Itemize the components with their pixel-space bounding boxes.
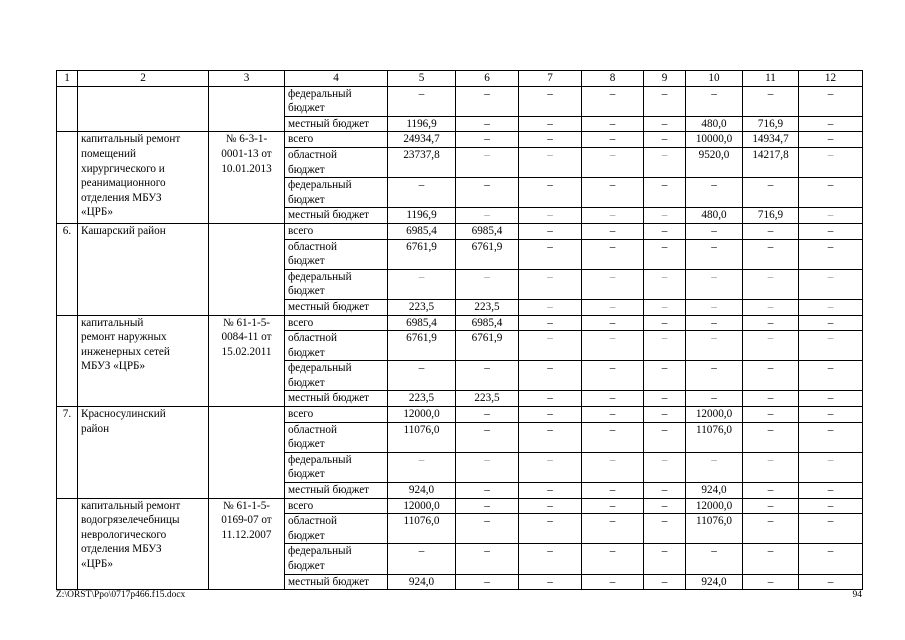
funding-source-cell [285,132,388,148]
value-cell: – [799,315,863,331]
value-cell: – [743,544,799,574]
cell-text-line: капитальный [81,316,144,329]
value-cell: – [519,498,582,514]
value-cell: – [644,331,686,361]
cell-text-line: район [81,422,110,435]
value-cell: – [519,422,582,452]
cell-text-line: федеральный [288,453,352,466]
value-cell: – [456,544,519,574]
value-cell: – [582,483,644,499]
value-cell: – [799,452,863,482]
cell-text-line: бюджет [288,376,325,389]
funding-source-cell [285,239,388,269]
document-ref-cell [209,498,285,590]
value-cell: – [799,514,863,544]
value-cell: – [644,223,686,239]
document-ref-cell [209,132,285,224]
value-cell: – [388,86,456,116]
funding-source-cell [285,514,388,544]
cell-text-line: всего [288,499,314,512]
column-number-cell: 12 [799,71,863,87]
cell-text-line: всего [288,408,314,421]
row-number-cell [57,498,78,590]
cell-text-line: отделения МБУЗ [81,543,162,556]
value-cell: – [644,116,686,132]
value-cell: – [799,178,863,208]
value-cell: – [519,223,582,239]
value-cell: – [799,269,863,299]
value-cell: – [644,269,686,299]
value-cell: – [799,483,863,499]
value-cell: – [456,86,519,116]
cell-text-line: отделения МБУЗ [81,191,162,204]
cell-text-line: 11.12.2007 [221,528,272,541]
cell-text-line: Кашарский район [81,224,166,237]
value-cell: – [519,178,582,208]
value-cell: – [456,452,519,482]
value-cell: 6761,9 [388,331,456,361]
value-cell: – [582,86,644,116]
value-cell: – [644,407,686,423]
cell-text-line: областной [288,515,337,528]
value-cell: – [582,331,644,361]
value-cell: – [456,116,519,132]
funding-source-cell [285,208,388,224]
value-cell: – [519,299,582,315]
value-cell: – [743,574,799,590]
column-number-cell: 10 [686,71,743,87]
cell-text-line: бюджет [288,438,325,451]
cell-text-line: реанимационного [81,177,166,190]
value-cell: 11076,0 [388,514,456,544]
value-cell: – [799,544,863,574]
column-number-cell: 1 [57,71,78,87]
value-cell: 9520,0 [686,147,743,177]
funding-source-cell [285,407,388,423]
cell-text-line: бюджет [288,255,325,268]
table-row [57,407,863,423]
value-cell: 223,5 [388,391,456,407]
cell-text-line: капитальный ремонт [81,499,181,512]
value-cell: – [519,116,582,132]
value-cell: – [686,223,743,239]
value-cell: – [388,178,456,208]
object-name-cell [78,407,209,499]
cell-text-line: бюджет [288,468,325,481]
value-cell: – [644,361,686,391]
value-cell: – [799,422,863,452]
value-cell: – [582,544,644,574]
cell-text-line: всего [288,224,314,237]
value-cell: – [743,178,799,208]
object-name-cell [78,498,209,590]
value-cell: 223,5 [456,391,519,407]
table-row [57,498,863,514]
value-cell: 6985,4 [388,223,456,239]
value-cell: – [644,544,686,574]
cell-text-line: Красносулинский [81,408,166,421]
value-cell: – [582,132,644,148]
value-cell: – [582,147,644,177]
value-cell: 14217,8 [743,147,799,177]
column-number-row [57,71,863,87]
value-cell: 1196,9 [388,116,456,132]
value-cell: – [582,498,644,514]
value-cell: – [799,299,863,315]
cell-text-line: федеральный [288,545,352,558]
cell-text-line: капитальный ремонт [81,133,181,146]
funding-source-cell [285,483,388,499]
value-cell: 6761,9 [456,239,519,269]
cell-text-line: № 6-3-1- [225,133,268,146]
value-cell: – [644,86,686,116]
value-cell: – [743,86,799,116]
value-cell: – [519,208,582,224]
value-cell: 6985,4 [388,315,456,331]
value-cell: – [686,239,743,269]
value-cell: – [644,514,686,544]
value-cell: – [519,514,582,544]
funding-source-cell [285,361,388,391]
value-cell: – [582,407,644,423]
cell-text-line: бюджет [288,560,325,572]
funding-source-cell [285,391,388,407]
cell-text-line: областной [288,240,337,253]
cell-text-line: помещений [81,147,136,160]
value-cell: – [743,422,799,452]
column-number-cell: 8 [582,71,644,87]
value-cell: – [582,452,644,482]
value-cell: – [743,299,799,315]
value-cell: 24934,7 [388,132,456,148]
value-cell: – [456,407,519,423]
value-cell: – [582,178,644,208]
value-cell: – [644,498,686,514]
value-cell: – [644,299,686,315]
value-cell: – [388,544,456,574]
footer-file-path: Z:\ORST\Ppo\0717p466.f15.docx [56,590,186,600]
cell-text-line: 0084-11 от [221,331,272,344]
value-cell: – [644,147,686,177]
cell-text-line: хирургического и [81,162,165,175]
cell-text-line: федеральный [288,362,352,375]
value-cell: – [799,574,863,590]
cell-text-line: областной [288,423,337,436]
value-cell: – [799,86,863,116]
value-cell: – [519,269,582,299]
value-cell: – [644,391,686,407]
funding-source-cell [285,86,388,116]
cell-text-line: 15.02.2011 [221,345,272,358]
value-cell: – [686,315,743,331]
cell-text-line: местный бюджет [288,484,370,497]
row-number-cell: 7. [57,407,78,499]
value-cell: – [519,331,582,361]
column-number-cell: 3 [209,71,285,87]
value-cell: – [582,514,644,544]
value-cell: – [519,452,582,482]
object-name-cell [78,315,209,407]
value-cell: – [743,331,799,361]
value-cell: 924,0 [686,574,743,590]
value-cell: – [388,269,456,299]
column-number-cell: 5 [388,71,456,87]
cell-text-line: МБУЗ «ЦРБ» [81,360,146,373]
value-cell: 223,5 [456,299,519,315]
funding-source-cell [285,315,388,331]
value-cell: – [743,514,799,544]
table-row [57,315,863,331]
cell-text-line: местный бюджет [288,117,370,130]
table-row [57,132,863,148]
cell-text-line: областной [288,148,337,161]
value-cell: – [799,132,863,148]
value-cell: – [686,178,743,208]
value-cell: 480,0 [686,208,743,224]
cell-text-line: бюджет [288,102,325,115]
value-cell: – [644,422,686,452]
value-cell: – [519,315,582,331]
funding-source-cell [285,223,388,239]
funding-source-cell [285,269,388,299]
value-cell: – [582,223,644,239]
column-number-cell: 2 [78,71,209,87]
row-number-cell: 6. [57,223,78,315]
value-cell: 924,0 [388,574,456,590]
cell-text-line: федеральный [288,87,352,100]
document-ref-cell [209,223,285,315]
value-cell: – [799,223,863,239]
value-cell: 12000,0 [388,407,456,423]
column-number-cell: 11 [743,71,799,87]
cell-text-line: областной [288,332,337,345]
document-ref-cell [209,86,285,132]
value-cell: – [686,299,743,315]
value-cell: – [519,483,582,499]
cell-text-line: всего [288,133,314,146]
cell-text-line: 0001-13 от [221,147,272,160]
document-ref-cell [209,315,285,407]
value-cell: 11076,0 [388,422,456,452]
value-cell: – [519,574,582,590]
value-cell: – [686,544,743,574]
value-cell: – [799,498,863,514]
funding-source-cell [285,331,388,361]
value-cell: – [799,331,863,361]
value-cell: 14934,7 [743,132,799,148]
value-cell: – [644,574,686,590]
value-cell: 6985,4 [456,315,519,331]
cell-text-line: местный бюджет [288,300,370,313]
cell-text-line: бюджет [288,346,325,359]
value-cell: – [456,269,519,299]
value-cell: – [582,116,644,132]
funding-source-cell [285,498,388,514]
value-cell: – [743,269,799,299]
value-cell: – [799,116,863,132]
value-cell: 924,0 [686,483,743,499]
value-cell: – [519,239,582,269]
value-cell: – [582,361,644,391]
object-name-cell [78,86,209,132]
column-number-cell: 6 [456,71,519,87]
row-number-cell [57,86,78,132]
cell-text-line: местный бюджет [288,575,370,588]
value-cell: – [519,147,582,177]
value-cell: – [644,239,686,269]
value-cell: 12000,0 [686,407,743,423]
value-cell: – [456,132,519,148]
value-cell: – [388,361,456,391]
value-cell: – [686,86,743,116]
value-cell: – [456,178,519,208]
value-cell: 23737,8 [388,147,456,177]
value-cell: – [456,498,519,514]
cell-text-line: федеральный [288,270,352,283]
cell-text-line: всего [288,316,314,329]
table-row [57,223,863,239]
funding-source-cell [285,147,388,177]
value-cell: – [743,315,799,331]
cell-text-line: бюджет [288,529,325,542]
cell-text-line: № 61-1-5- [222,316,271,329]
value-cell: 12000,0 [388,498,456,514]
row-number-cell [57,132,78,224]
value-cell: – [686,361,743,391]
value-cell: – [743,498,799,514]
value-cell: – [519,391,582,407]
value-cell: – [799,361,863,391]
value-cell: – [743,483,799,499]
value-cell: – [686,452,743,482]
cell-text-line: водогрязелечебницы [81,514,180,527]
value-cell: – [743,407,799,423]
value-cell: – [456,208,519,224]
cell-text-line: инженерных сетей [81,345,170,358]
value-cell: – [456,483,519,499]
funding-source-cell [285,544,388,574]
value-cell: – [799,391,863,407]
cell-text-line: 0169-07 от [221,514,272,527]
value-cell: – [582,208,644,224]
value-cell: – [519,361,582,391]
value-cell: – [519,86,582,116]
value-cell: – [644,178,686,208]
value-cell: 1196,9 [388,208,456,224]
value-cell: – [644,132,686,148]
value-cell: – [388,452,456,482]
value-cell: – [456,422,519,452]
cell-text-line: 10.01.2013 [221,162,272,175]
value-cell: – [743,452,799,482]
value-cell: 924,0 [388,483,456,499]
value-cell: – [799,208,863,224]
value-cell: 12000,0 [686,498,743,514]
value-cell: – [519,132,582,148]
footer-page-number: 94 [852,590,862,600]
value-cell: – [743,239,799,269]
value-cell: 223,5 [388,299,456,315]
column-number-cell: 4 [285,71,388,87]
value-cell: 6761,9 [456,331,519,361]
value-cell: – [582,269,644,299]
funding-source-cell [285,452,388,482]
value-cell: – [582,422,644,452]
cell-text-line: местный бюджет [288,392,370,405]
value-cell: – [799,407,863,423]
value-cell: – [519,407,582,423]
value-cell: – [644,315,686,331]
value-cell: 480,0 [686,116,743,132]
object-name-cell [78,132,209,224]
cell-text-line: федеральный [288,179,352,192]
funding-source-cell [285,422,388,452]
value-cell: – [456,514,519,544]
funding-source-cell [285,116,388,132]
cell-text-line: бюджет [288,285,325,298]
cell-text-line: «ЦРБ» [81,558,113,570]
value-cell: – [799,239,863,269]
value-cell: – [743,391,799,407]
value-cell: – [644,452,686,482]
value-cell: – [456,361,519,391]
value-cell: – [582,239,644,269]
value-cell: 716,9 [743,116,799,132]
value-cell: – [686,331,743,361]
value-cell: – [456,147,519,177]
value-cell: – [582,574,644,590]
funding-source-cell [285,574,388,590]
value-cell: – [644,483,686,499]
column-number-cell: 7 [519,71,582,87]
value-cell: – [799,147,863,177]
value-cell: – [686,269,743,299]
value-cell: 11076,0 [686,422,743,452]
value-cell: – [582,299,644,315]
value-cell: 716,9 [743,208,799,224]
cell-text-line: ремонт наружных [81,331,167,344]
cell-text-line: неврологического [81,528,167,541]
funding-source-cell [285,299,388,315]
cell-text-line: № 61-1-5- [222,499,271,512]
value-cell: 10000,0 [686,132,743,148]
funding-source-cell [285,178,388,208]
cell-text-line: местный бюджет [288,209,370,222]
value-cell: – [686,391,743,407]
column-number-cell: 9 [644,71,686,87]
value-cell: – [519,544,582,574]
budget-table [56,70,863,590]
value-cell: – [743,361,799,391]
cell-text-line: бюджет [288,163,325,176]
value-cell: – [456,574,519,590]
value-cell: – [743,223,799,239]
document-ref-cell [209,407,285,499]
value-cell: – [582,391,644,407]
value-cell: 6985,4 [456,223,519,239]
row-number-cell [57,315,78,407]
value-cell: 6761,9 [388,239,456,269]
table-row [57,86,863,116]
value-cell: – [644,208,686,224]
object-name-cell [78,223,209,315]
cell-text-line: «ЦРБ» [81,206,113,219]
value-cell: 11076,0 [686,514,743,544]
cell-text-line: бюджет [288,193,325,206]
value-cell: – [582,315,644,331]
